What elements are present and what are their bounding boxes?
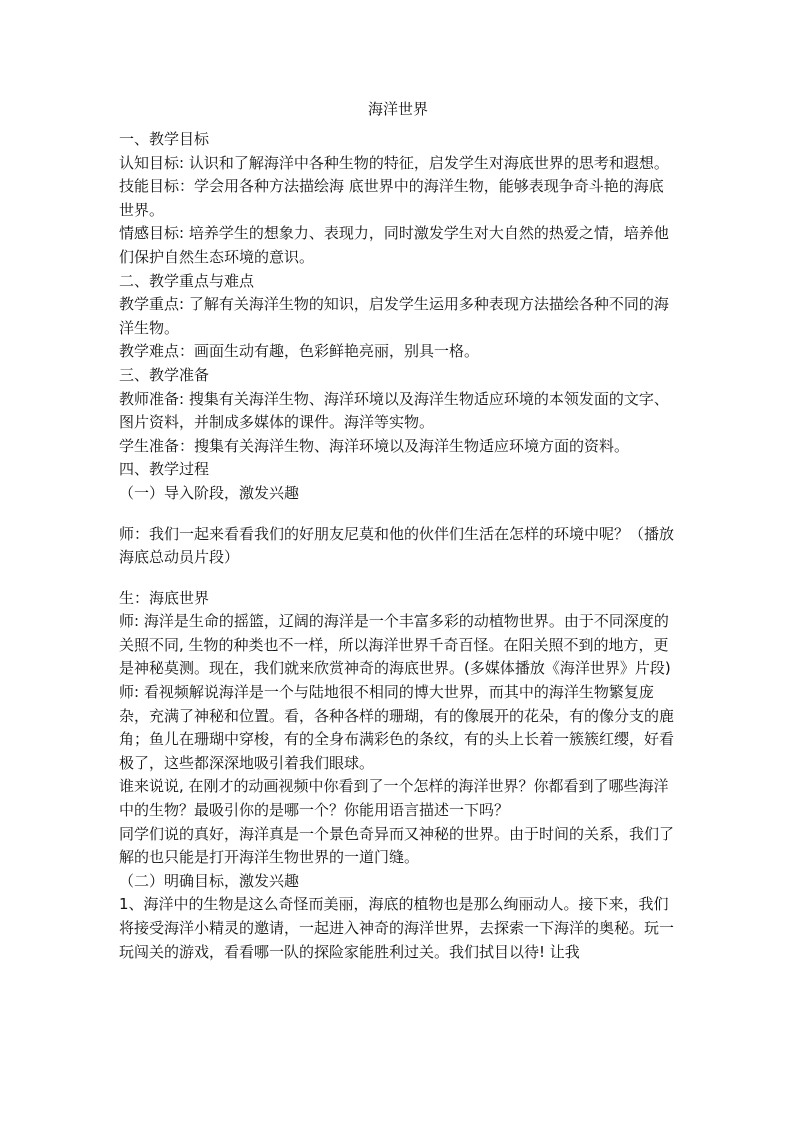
paragraph-key-point: 教学重点: 了解有关海洋生物的知识，启发学生运用多种表现方法描绘各种不同的海洋生物。 [119, 295, 669, 337]
heading-key-points: 二、教学重点与难点 [119, 271, 255, 290]
subheading-introduction: （一）导入阶段，激发兴趣 [119, 483, 300, 502]
paragraph-summary: 同学们说的真好，海洋真是一个景色奇异而又神秘的世界。由于时间的关系，我们了解的也只能是打开海洋生物世界的一道门缝。 [119, 824, 675, 867]
heading-teaching-objectives: 一、教学目标 [119, 130, 210, 148]
subheading-objectives: （二）明确目标，激发兴趣 [119, 871, 300, 890]
heading-teaching-process: 四、教学过程 [119, 460, 210, 479]
paragraph-skill-objective: 技能目标：学会用各种方法描绘海 底世界中的海洋生物，能够表现争奇斗艳的海底世界。 [119, 177, 664, 219]
paragraph-student-preparation: 学生准备：搜集有关海洋生物、海洋环境以及海洋生物适应环境方面的资料。 [119, 436, 630, 455]
paragraph-teacher-ocean-intro: 师: 海洋是生命的摇篮，辽阔的海洋是一个丰富多彩的动植物世界。由于不同深度的关照不同, 生物的种类也不一样，所以海洋世界千奇百怪。在阳关照不到的地方，更是神秘莫测。现在，我们就来欣赏神奇的海底世界。(多媒体播放《海洋世界》片段) [119, 612, 671, 678]
paragraph-difficulty: 教学难点：画面生动有趣，色彩鲜艳亮丽，别具一格。 [119, 342, 480, 361]
paragraph-teacher-video-commentary: 师: 看视频解说海洋是一个与陆地很不相同的博大世界，而其中的海洋生物繁复庞杂，充满了神秘和位置。看，各种各样的珊瑚，有的像展开的花朵，有的像分支的鹿角；鱼儿在珊瑚中穿梭，有的全身布满彩色的条纹，有的头上长着一簇簇红缨，好看极了，这些都深深地吸引着我们眼球。 [119, 683, 675, 772]
paragraph-emotional-objective: 情感目标: 培养学生的想象力、表现力，同时激发学生对大自然的热爱之情，培养他们保护自然生态环境的意识。 [119, 224, 669, 266]
heading-preparation: 三、教学准备 [119, 365, 210, 384]
paragraph-cognitive-objective: 认知目标: 认识和了解海洋中各种生物的特征，启发学生对海底世界的思考和遐想。 [119, 153, 669, 172]
paragraph-step-one: 1、海洋中的生物是这么奇怪而美丽，海底的植物也是那么绚丽动人。接下来，我们将接受海洋小精灵的邀请，一起进入神奇的海洋世界，去探索一下海洋的奥秘。玩一玩闯关的游戏，看看哪一队的探险家能胜利过关。我们拭目以待! 让我 [119, 895, 675, 961]
blank-line [119, 570, 677, 587]
paragraph-teacher-question: 师：我们一起来看看我们的好朋友尼莫和他的伙伴们生活在怎样的环境中呢？（播放海底总动员片段） [119, 524, 675, 567]
paragraph-discussion-question: 谁来说说, 在刚才的动画视频中你看到了一个怎样的海洋世界？你都看到了哪些海洋中的生物？最吸引你的是哪一个？你能用语言描述一下吗？ [119, 777, 669, 820]
blank-line [119, 506, 677, 523]
document-title: 海洋世界 [367, 100, 428, 118]
paragraph-student-answer: 生：海底世界 [119, 588, 210, 607]
paragraph-teacher-preparation: 教师准备: 搜集有关海洋生物、海洋环境以及海洋生物适应环境的本领发面的文字、图片资料，并制成多媒体的课件。海洋等实物。 [119, 389, 669, 432]
document-page [119, 98, 677, 964]
